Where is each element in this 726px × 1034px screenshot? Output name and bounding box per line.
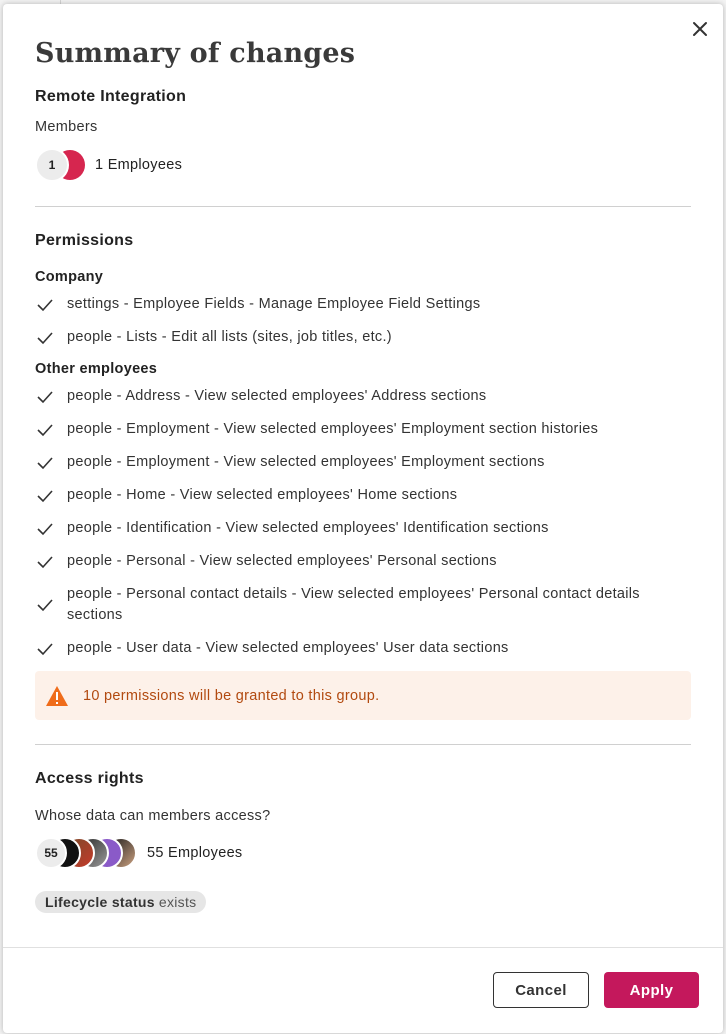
permission-text: people - Personal contact details - View selected employees' Personal contact details sections bbox=[67, 586, 640, 623]
permission-text: people - Employment - View selected employees' Employment sections bbox=[67, 454, 545, 470]
permission-text: people - Identification - View selected employees' Identification sections bbox=[67, 520, 549, 536]
members-text: 1 Employees bbox=[95, 157, 183, 173]
permission-item bbox=[35, 386, 691, 407]
check-icon bbox=[35, 552, 55, 572]
filter-operator: exists bbox=[158, 894, 197, 910]
close-icon[interactable] bbox=[689, 18, 711, 40]
permission-text: people - User data - View selected employees' User data sections bbox=[67, 640, 509, 656]
warning-banner bbox=[35, 671, 691, 720]
apply-button[interactable]: Apply bbox=[604, 972, 699, 1008]
permission-text: people - Personal - View selected employees' Personal sections bbox=[67, 553, 497, 569]
permission-text: people - Employment - View selected employees' Employment section histories bbox=[67, 421, 599, 437]
permission-item bbox=[35, 419, 691, 440]
permission-text: settings - Employee Fields - Manage Employee Field Settings bbox=[67, 296, 481, 312]
permission-item bbox=[35, 638, 691, 659]
permission-item bbox=[35, 327, 691, 348]
access-text: 55 Employees bbox=[147, 845, 243, 861]
cancel-button[interactable]: Cancel bbox=[493, 972, 589, 1008]
permissions-heading: Permissions bbox=[35, 232, 134, 249]
access-question: Whose data can members access? bbox=[35, 808, 271, 824]
footer-divider bbox=[3, 947, 723, 948]
modal-title: Summary of changes bbox=[35, 38, 356, 69]
divider bbox=[35, 744, 691, 745]
filter-chip bbox=[35, 891, 206, 913]
permission-item bbox=[35, 452, 691, 473]
filter-field: Lifecycle status bbox=[45, 894, 155, 910]
permission-item bbox=[35, 518, 691, 539]
check-icon bbox=[35, 453, 55, 473]
company-heading: Company bbox=[35, 269, 104, 285]
divider bbox=[35, 206, 691, 207]
members-label: Members bbox=[35, 119, 98, 135]
check-icon bbox=[35, 328, 55, 348]
permission-text: people - Lists - Edit all lists (sites, job titles, etc.) bbox=[67, 329, 392, 345]
avatar-stack bbox=[35, 837, 137, 869]
other-employees-heading: Other employees bbox=[35, 361, 158, 377]
access-row bbox=[35, 836, 243, 870]
access-rights-heading: Access rights bbox=[35, 770, 144, 787]
permission-text: people - Home - View selected employees' Home sections bbox=[67, 487, 458, 503]
check-icon bbox=[35, 519, 55, 539]
access-count-avatar: 55 bbox=[35, 837, 67, 869]
warning-icon bbox=[45, 685, 69, 707]
check-icon bbox=[35, 595, 55, 615]
warning-text: 10 permissions will be granted to this group. bbox=[83, 687, 380, 704]
check-icon bbox=[35, 486, 55, 506]
summary-modal bbox=[3, 4, 723, 1033]
group-name: Remote Integration bbox=[35, 88, 187, 105]
check-icon bbox=[35, 639, 55, 659]
check-icon bbox=[35, 420, 55, 440]
check-icon bbox=[35, 387, 55, 407]
permission-item bbox=[35, 551, 691, 572]
members-count-avatar: 1 bbox=[35, 148, 69, 182]
permission-item bbox=[35, 485, 691, 506]
permission-item bbox=[35, 584, 691, 626]
permission-item bbox=[35, 294, 691, 315]
check-icon bbox=[35, 295, 55, 315]
members-row bbox=[35, 148, 182, 182]
permission-text: people - Address - View selected employees' Address sections bbox=[67, 388, 487, 404]
